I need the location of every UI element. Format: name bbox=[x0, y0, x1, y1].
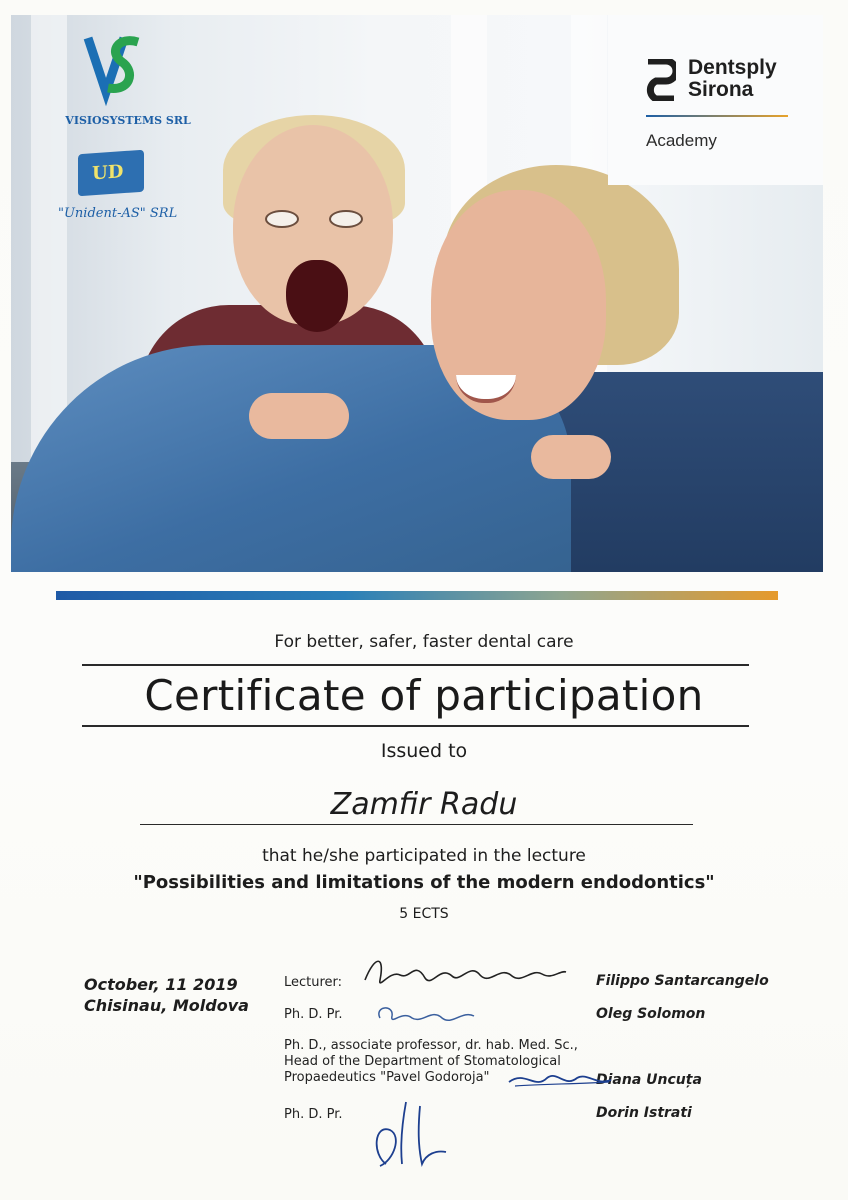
signature-solomon bbox=[372, 1000, 482, 1030]
signatory-name: Dorin Istrati bbox=[596, 1105, 692, 1121]
role-line: Propaedeutics "Pavel Godoroja" bbox=[284, 1070, 490, 1085]
signature-uncuta bbox=[505, 1066, 615, 1094]
title-rule-bottom bbox=[82, 725, 749, 727]
role-line: Head of the Department of Stomatological bbox=[284, 1054, 561, 1069]
signatory-role: Ph. D. Pr. bbox=[284, 1007, 343, 1022]
signature-santarcangelo bbox=[360, 950, 570, 995]
visiosystems-name: VISIOSYSTEMS SRL bbox=[65, 114, 191, 127]
brand-gradient-bar bbox=[56, 591, 778, 600]
dentsply-s-icon bbox=[646, 59, 676, 101]
signature-istrati bbox=[366, 1094, 456, 1174]
participation-statement: that he/she participated in the lecture bbox=[262, 846, 586, 866]
dentsply-name-line2: Sirona bbox=[688, 78, 754, 101]
dentsply-name-line1: Dentsply bbox=[688, 56, 777, 79]
credits: 5 ECTS bbox=[399, 906, 449, 922]
issued-to-label: Issued to bbox=[380, 740, 468, 762]
girl-hand bbox=[531, 435, 611, 479]
visiosystems-logo bbox=[58, 30, 191, 127]
recipient-name: Zamfir Radu bbox=[330, 787, 518, 822]
unident-mark: UD bbox=[92, 161, 124, 185]
signatory-name: Filippo Santarcangelo bbox=[596, 973, 769, 989]
signatory-name: Diana Uncuța bbox=[596, 1072, 702, 1088]
slogan: For better, safer, faster dental care bbox=[274, 632, 574, 652]
event-date: October, 11 2019 bbox=[84, 975, 238, 994]
event-date-place bbox=[84, 974, 249, 1016]
girl-mouth bbox=[286, 260, 348, 332]
dentsply-sirona-logo bbox=[608, 15, 823, 185]
signatory-role: Lecturer: bbox=[284, 975, 343, 990]
signatory-name: Oleg Solomon bbox=[596, 1006, 706, 1022]
lecture-title: "Possibilities and limitations of the modern endodontics" bbox=[133, 872, 715, 893]
dentsply-name bbox=[688, 57, 777, 101]
dentsply-divider bbox=[646, 115, 788, 117]
unident-name: "Unident-AS" SRL bbox=[58, 206, 178, 221]
recipient-underline bbox=[140, 824, 693, 825]
certificate-title: Certificate of participation bbox=[144, 671, 704, 720]
title-rule-top bbox=[82, 664, 749, 666]
vs-mark-icon bbox=[58, 30, 178, 110]
girl-eye bbox=[265, 210, 299, 228]
event-place: Chisinau, Moldova bbox=[84, 996, 249, 1015]
unident-logo bbox=[78, 150, 144, 197]
role-line: Ph. D., associate professor, dr. hab. Med. Sc., bbox=[284, 1038, 578, 1053]
signatory-role: Ph. D. Pr. bbox=[284, 1107, 343, 1122]
girl-hand bbox=[249, 393, 349, 439]
dentsply-academy: Academy bbox=[646, 131, 717, 150]
girl-eye bbox=[329, 210, 363, 228]
